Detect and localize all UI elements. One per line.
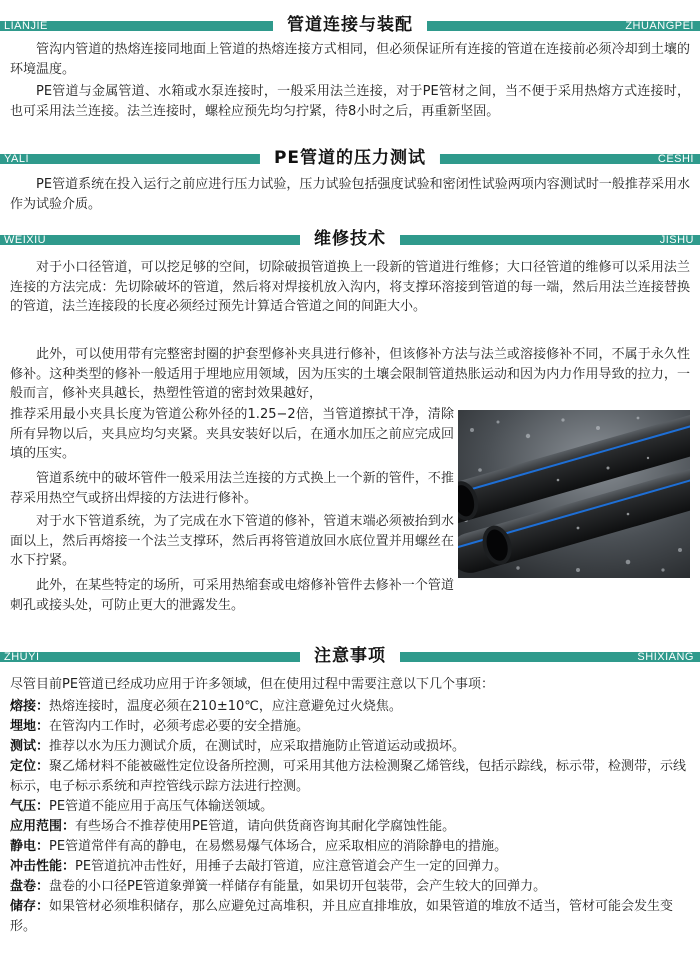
note-term: 应用范围：	[10, 819, 76, 834]
note-text: 盘卷的小口径PE管道象弹簧一样储存有能量，如果切开包装带，会产生较大的回弹力。	[49, 879, 547, 894]
list-item	[10, 717, 690, 737]
note-term: 冲击性能：	[10, 859, 76, 874]
note-text: PE管道不能应用于高压气体输送领域。	[49, 799, 274, 814]
list-item	[10, 837, 690, 857]
note-text: PE管道常伴有高的静电，在易燃易爆气体场合，应采取相应的消除静电的措施。	[49, 839, 508, 854]
note-term: 储存：	[10, 899, 50, 914]
list-item	[10, 697, 690, 717]
note-text: 热熔连接时，温度必须在210±10℃，应注意避免过火烧焦。	[49, 699, 402, 714]
paragraph: 对于小口径管道，可以挖足够的空间，切除破损管道换上一段新的管道进行维修；大口径管道的维修可以采用法兰连接的方法完成：先切除破坏的管道，然后将对焊接机放入沟内，将支撑环溶接到管道的每一端，然后用法兰连接替换的管道，法兰连接段的长度必须经过预先计算适合管道之间的间距大小。	[10, 260, 690, 314]
note-term: 气压：	[10, 799, 50, 814]
note-text: 如果管材必须堆积储存，那么应避免过高堆积，并且应直排堆放，如果管道的堆放不适当，管材可能会发生变形。	[10, 899, 674, 934]
header-left-tag: ZHUYI	[4, 651, 40, 663]
note-term: 盘卷：	[10, 879, 50, 894]
note-text: 推荐以水为压力测试介质，在测试时，应采取措施防止管道运动或损坏。	[49, 739, 466, 754]
header-left-tag: YALI	[4, 153, 30, 165]
paragraph: 推荐采用最小夹具长度为管道公称外径的1.25−2倍，当管道擦拭干净，清除所有异物以后，夹具应均匀夹紧。夹具安装好以后，在通水加压之前应完成回填的压实。	[10, 407, 454, 461]
section-title: 管道连接与装配	[273, 14, 427, 36]
notes-intro: 尽管目前PE管道已经成功应用于许多领域，但在使用过程中需要注意以下几个事项：	[10, 677, 495, 692]
section-header-notes	[0, 645, 700, 667]
note-term: 测试：	[10, 739, 50, 754]
header-right-tag: CESHI	[657, 153, 694, 165]
paragraph: 管沟内管道的热熔连接同地面上管道的热熔连接方式相同，但必须保证所有连接的管道在连接前必须冷却到土壤的环境温度。	[10, 42, 690, 77]
header-right-tag: JISHU	[659, 234, 694, 246]
header-right-tag: SHIXIANG	[637, 651, 694, 663]
note-text: 聚乙烯材料不能被磁性定位设备所控测，可采用其他方法检测聚乙烯管线，包括示踪线，标示带，检测带，示线标示，电子标示系统和声控管线示踪方法进行控测。	[10, 759, 687, 794]
list-item	[10, 797, 690, 817]
note-term: 熔接：	[10, 699, 50, 714]
notes-list	[10, 697, 690, 937]
list-item	[10, 877, 690, 897]
paragraph: 管道系统中的破坏管件一般采用法兰连接的方式换上一个新的管件，不推荐采用热空气或挤出焊接的方法进行修补。	[10, 471, 454, 506]
note-term: 静电：	[10, 839, 50, 854]
section-header-repair	[0, 228, 700, 250]
list-item	[10, 737, 690, 757]
list-item	[10, 857, 690, 877]
header-left-tag: LIANJIE	[4, 20, 48, 32]
section-title: 维修技术	[300, 228, 400, 250]
note-text: 在管沟内工作时，必须考虑必要的安全措施。	[49, 719, 310, 734]
paragraph: PE管道与金属管道、水箱或水泵连接时，一般采用法兰连接，对于PE管材之间，当不便于采用热熔方式连接时，也可采用法兰连接。法兰连接时，螺栓应预先均匀拧紧，待8小时之后，再重新坚固。	[10, 84, 690, 119]
header-left-tag: WEIXIU	[4, 234, 47, 246]
section-header-pressure-test	[0, 147, 700, 169]
section-title: 注意事项	[300, 645, 400, 667]
list-item	[10, 757, 690, 797]
note-text: 有些场合不推荐使用PE管道，请向供货商咨询其耐化学腐蚀性能。	[75, 819, 456, 834]
section-title: PE管道的压力测试	[260, 147, 440, 169]
section-header-connection	[0, 14, 700, 36]
note-text: PE管道抗冲击性好，用捶子去敲打管道，应注意管道会产生一定的回弹力。	[75, 859, 508, 874]
note-term: 定位：	[10, 759, 50, 774]
note-term: 埋地：	[10, 719, 50, 734]
pe-pipes-photo-icon	[458, 410, 690, 578]
paragraph: 此外，在某些特定的场所，可采用热缩套或电熔修补管件去修补一个管道刺孔或接头处，可防止更大的泄露发生。	[10, 578, 454, 613]
pe-pipes-photo	[458, 410, 690, 578]
list-item	[10, 897, 690, 937]
list-item	[10, 817, 690, 837]
paragraph: PE管道系统在投入运行之前应进行压力试验，压力试验包括强度试验和密闭性试验两项内容测试时一般推荐采用水作为试验介质。	[10, 177, 690, 212]
paragraph: 此外，可以使用带有完整密封圈的护套型修补夹具进行修补，但该修补方法与法兰或溶接修补不同，不属于永久性修补。这种类型的修补一般适用于埋地应用领域，因为压实的土壤会限制管道热胀运动和因为内力作用导致的拉力，一般而言，修补夹具越长，热塑性管道的密封效果越好，	[10, 347, 690, 401]
paragraph: 对于水下管道系统，为了完成在水下管道的修补，管道末端必须被抬到水面以上，然后再熔接一个法兰支撑环，然后再将管道放回水底位置并用螺丝在水下拧紧。	[10, 514, 454, 568]
header-right-tag: ZHUANGPEI	[625, 20, 694, 32]
